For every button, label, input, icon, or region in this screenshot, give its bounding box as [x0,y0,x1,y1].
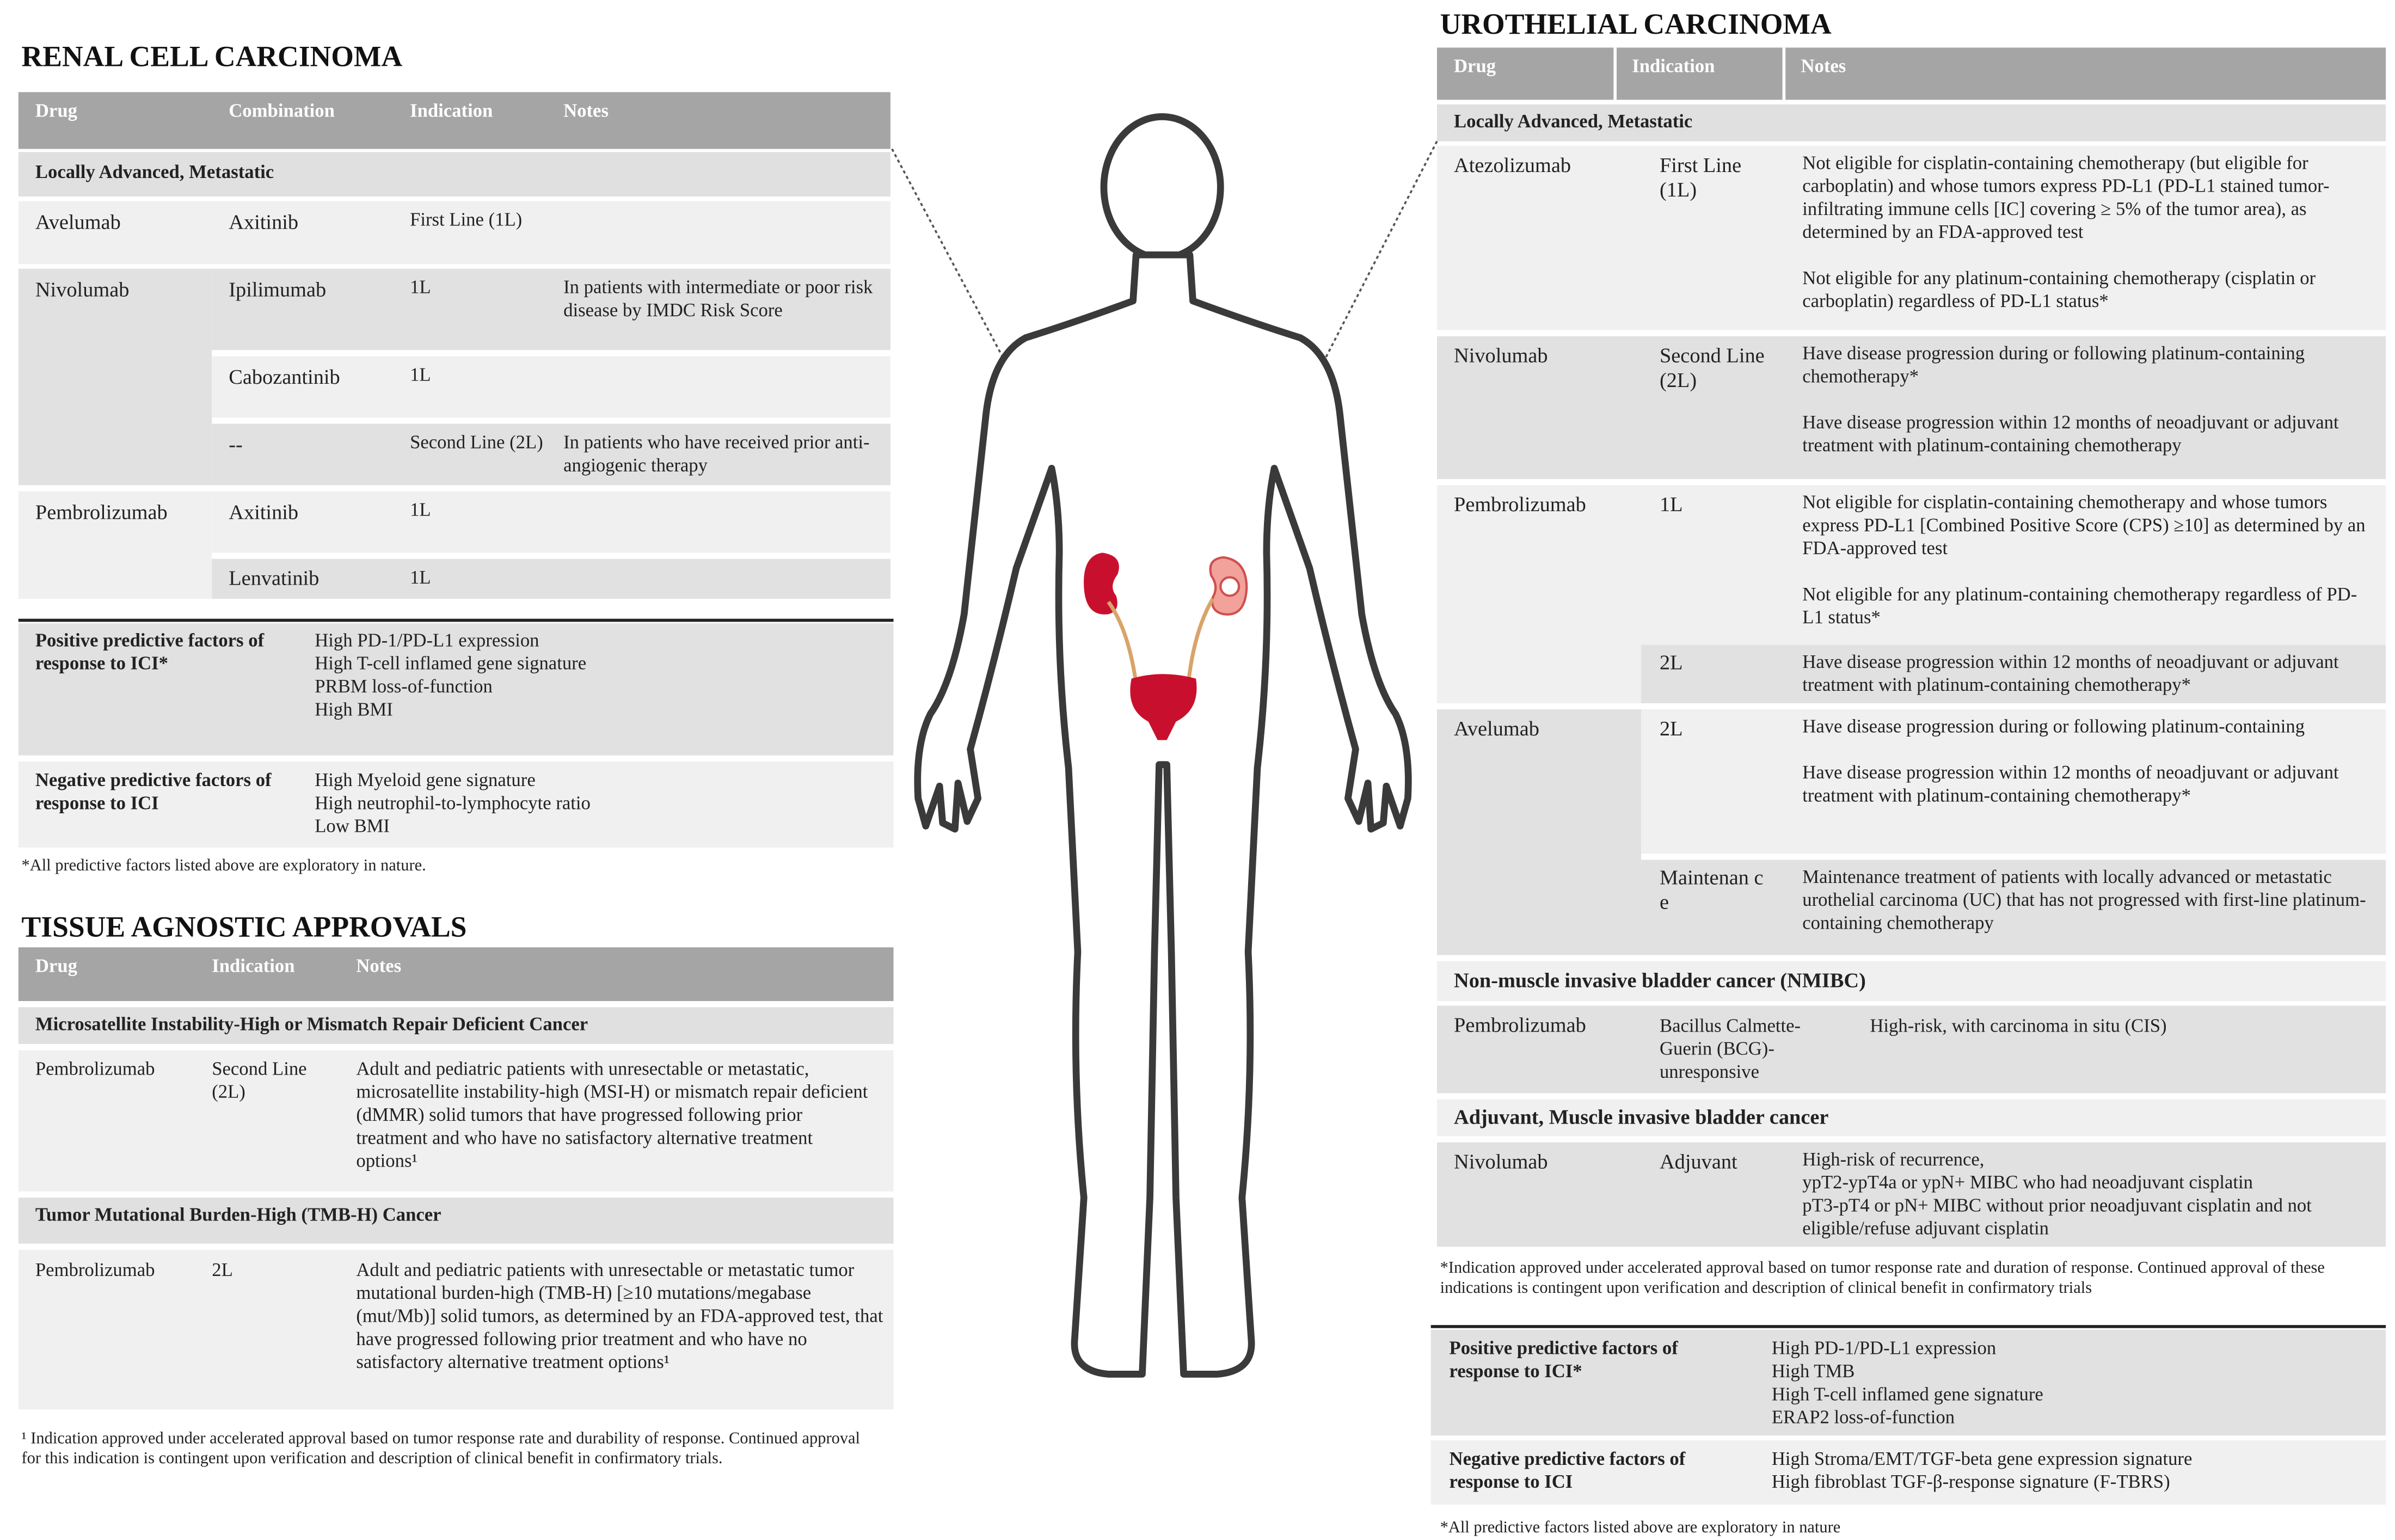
factor: High Stroma/EMT/TGF-beta gene expression signature [1771,1447,2193,1470]
rcc-title: RENAL CELL CARCINOMA [21,41,403,74]
uc-section [1437,105,2386,142]
uc-section [1437,961,2386,1001]
indication: Adjuvant [1659,1150,1737,1173]
indication: 1L [410,276,431,298]
indication: Second Line (2L) [1659,343,1765,392]
indication: 2L [1659,651,1683,674]
notes [1802,492,2371,630]
uc-title: UROTHELIAL CARCINOMA [1440,9,1832,42]
factor: High BMI [315,698,393,720]
drug: Nivolumab [35,278,130,301]
combination: Axitinib [229,210,299,234]
factor: Low BMI [315,815,390,837]
note: Not eligible for any platinum-containing chemotherapy regardless of PD-L1 status* [1802,583,2357,628]
indication: 1L [410,499,431,521]
indication: 2L [1659,717,1683,740]
indication: Maintenan ce [1659,866,1764,914]
note: Have disease progression during or following platinum-containing chemotherapy* [1802,342,2305,387]
indication: First Line (1L) [410,208,523,231]
notes [1802,152,2371,313]
col-drug: Drug [35,955,77,977]
factor-label: Positive predictive factors of response to ICI* [1449,1337,1678,1382]
factor-list [1772,1448,2193,1494]
factor: High PD-1/PD-L1 expression [1771,1337,1997,1359]
indication: 1L [410,566,431,588]
col-indication: Indication [212,955,295,977]
indication: 2L [212,1259,233,1281]
drug: Pembrolizumab [1454,493,1586,516]
drug: Avelumab [35,210,121,234]
combination: Ipilimumab [229,278,327,301]
drug: Pembrolizumab [35,500,168,524]
combination: Lenvatinib [229,566,320,590]
column-separator [1613,47,1617,100]
note: Not eligible for cisplatin-containing chemotherapy (but eligible for carboplatin) and whose tumors express PD-L1 (PD-L1 stained tumor-infiltrating immune cells [IC] covering ≥ 5% of the tumor area), as determined by an FDA-approved test [1802,152,2330,243]
divider [1431,1325,2386,1328]
indication: 1L [1659,493,1683,516]
notes: In patients with intermediate or poor risk disease by IMDC Risk Score [563,276,873,321]
note: pT3-pT4 or pN+ MIBC without prior neoadjuvant cisplatin and not eligible/refuse adjuvant cisplatin [1802,1194,2312,1240]
col-notes: Notes [563,100,609,121]
indication: 1L [410,364,431,385]
uc-header-row [1437,47,2386,100]
uc-section [1437,1099,2386,1136]
notes: In patients who have received prior anti-angiogenic therapy [563,431,870,476]
kidney-cross-section-icon [1211,557,1247,615]
notes: Maintenance treatment of patients with locally advanced or metastatic urothelial carcinoma (UC) that has not progressed with first-line platinum-containing chemotherapy [1802,866,2366,934]
factor: High TMB [1771,1360,1855,1382]
note: Not eligible for cisplatin-containing chemotherapy and whose tumors express PD-L1 [Combined Positive Score (CPS) ≥10] as determined by an FDA-approved test [1802,491,2366,559]
factor: High neutrophil-to-lymphocyte ratio [315,792,591,814]
col-notes: Notes [356,955,402,977]
table-row [1437,146,2386,330]
note: Have disease progression during or following platinum-containing [1802,715,2305,737]
col-combination: Combination [229,100,335,121]
tissue-footnote: ¹ Indication approved under accelerated approval based on tumor response rate and durability of response. Continued approval for this indication is contingent upon verification and description of clinical benefit in confirmatory trials. [21,1429,861,1468]
notes: Adult and pediatric patients with unresectable or metastatic, microsatellite instability-high (MSI-H) or mismatch repair deficient (dMMR) solid tumors that have progressed following prior treatment and who have no satisfactory alternative treatment options¹ [356,1058,868,1172]
uc-footnote-predictive: *All predictive factors listed above are exploratory in nature [1440,1518,1841,1537]
factor-label: Positive predictive factors of response to ICI* [35,629,265,674]
indication: Second Line (2L) [212,1058,307,1103]
col-indication: Indication [1632,55,1715,77]
drug: Pembrolizumab [35,1058,155,1079]
factor-label: Negative predictive factors of response to ICI [1449,1447,1686,1493]
indication: First Line (1L) [1659,154,1742,201]
notes [1802,1149,2371,1241]
rcc-footnote: *All predictive factors listed above are exploratory in nature. [21,856,426,875]
note: Not eligible for any platinum-containing chemotherapy (cisplatin or carboplatin) regardless of PD-L1 status* [1802,267,2316,312]
notes: Have disease progression within 12 months of neoadjuvant or adjuvant treatment with platinum-containing chemotherapy* [1802,651,2339,696]
table-row [1641,860,2386,955]
combination: Axitinib [229,500,299,524]
human-silhouette-icon [918,116,1409,1374]
notes: Adult and pediatric patients with unresectable or metastatic tumor mutational burden-high (TMB-H) [≥10 mutations/megabase (mut/Mb)] solid tumors, as determined by an FDA-approved test, that have progressed following prior treatment and who have no satisfactory alternative treatment options¹ [356,1259,883,1373]
drug-cell [1437,709,1641,955]
section-label: Non-muscle invasive bladder cancer (NMIBC) [1454,968,1866,992]
section-label: Adjuvant, Muscle invasive bladder cancer [1454,1105,1829,1129]
factor: High fibroblast TGF-β-response signature (F-TBRS) [1771,1471,2170,1493]
col-drug: Drug [1454,55,1496,77]
drug: Nivolumab [1454,1150,1548,1173]
table-row [1641,645,2386,703]
table-row [1641,709,2386,854]
section-label: Locally Advanced, Metastatic [1454,111,1693,132]
drug: Pembrolizumab [1454,1013,1586,1036]
notes [1802,715,2371,807]
drug: Pembrolizumab [35,1259,155,1281]
factor: ERAP2 loss-of-function [1771,1406,1955,1428]
notes [1802,342,2371,458]
combination: -- [229,433,243,456]
col-drug: Drug [35,100,77,121]
indication: Bacillus Calmette-Guerin (BCG)-unresponsive [1659,1015,1801,1083]
factor: PRBM loss-of-function [315,676,493,697]
notes: High-risk, with carcinoma in situ (CIS) [1870,1015,2167,1036]
note: ypT2-ypT4a or ypN+ MIBC who had neoadjuvant cisplatin [1802,1171,2253,1193]
table-row [1437,1005,2386,1093]
section-label: Microsatellite Instability-High or Mismatch Repair Deficient Cancer [35,1013,588,1035]
drug: Nivolumab [1454,343,1548,367]
uc-positive-factors [1431,1330,2386,1436]
factor: High T-cell inflamed gene signature [1771,1383,2043,1405]
note: Have disease progression within 12 months of neoadjuvant or adjuvant treatment with platinum-containing chemotherapy [1802,411,2339,456]
table-row [1437,1142,2386,1247]
drug: Atezolizumab [1454,154,1571,177]
factor-list [1772,1337,2043,1429]
indication: Second Line (2L) [410,431,543,453]
table-row [1437,336,2386,479]
column-separator [1783,47,1786,100]
section-label: Tumor Mutational Burden-High (TMB-H) Cancer [35,1204,441,1225]
factor: High T-cell inflamed gene signature [315,652,587,674]
combination: Cabozantinib [229,365,340,389]
col-indication: Indication [410,100,493,121]
factor: High Myeloid gene signature [315,769,536,791]
uc-negative-factors [1431,1440,2386,1505]
factor: High PD-1/PD-L1 expression [315,629,539,651]
col-notes: Notes [1801,55,1846,77]
note: High-risk of recurrence, [1802,1148,1985,1170]
uc-footnote: *Indication approved under accelerated approval based on tumor response rate and duration of response. Continued approval of these indications is contingent upon verification and description of clinical benefit in confirmatory trials [1440,1259,2325,1298]
section-label: Locally Advanced, Metastatic [35,161,274,183]
factor-label: Negative predictive factors of response to ICI [35,769,272,814]
note: Have disease progression within 12 months of neoadjuvant or adjuvant treatment with platinum-containing chemotherapy* [1802,761,2339,806]
tissue-title: TISSUE AGNOSTIC APPROVALS [21,912,467,944]
drug: Avelumab [1454,717,1539,740]
